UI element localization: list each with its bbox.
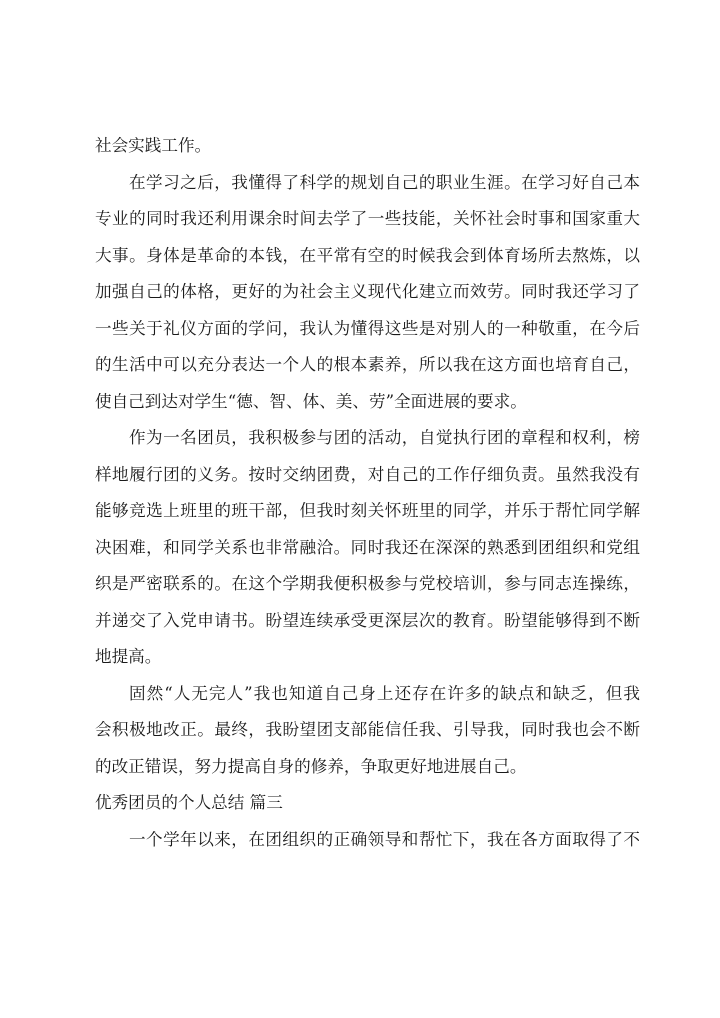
text-line: 使自己到达对学生“德、智、体、美、劳”全面进展的要求。 — [95, 391, 527, 411]
paragraph-section-three-intro — [95, 822, 640, 859]
text-line: 加强自己的体格，更好的为社会主义现代化建立而效劳。同时我还学习了 — [95, 282, 640, 301]
text-line: 大事。身体是革命的本钱，在平常有空的时候我会到体育场所去熬炼，以 — [95, 245, 640, 265]
text-line: 专业的同时我还利用课余时间去学了一些技能，关怀社会时事和国家重大 — [95, 209, 640, 228]
text-line: 社会实践工作。 — [95, 136, 212, 155]
text-line: 决困难，和同学关系也非常融洽。同时我还在深深的熟悉到团组织和党组 — [95, 537, 640, 557]
document-body — [95, 128, 640, 858]
text-line: 样地履行团的义务。按时交纳团费，对自己的工作仔细负责。虽然我没有 — [95, 464, 640, 484]
text-line: 一些关于礼仪方面的学问，我认为懂得这些是对别人的一种敬重，在今后 — [95, 318, 640, 338]
text-line: 地提高。 — [95, 647, 162, 666]
section-heading-text: 优秀团员的个人总结 篇三 — [95, 793, 283, 812]
text-line: 织是严密联系的。在这个学期我便积极参与党校培训，参与同志连操练， — [95, 574, 640, 593]
text-line: 的改正错误，努力提高自身的修养，争取更好地进展自己。 — [95, 756, 527, 776]
text-line: 的生活中可以充分表达一个人的根本素养，所以我在这方面也培育自己， — [95, 355, 640, 374]
paragraph-league-member — [95, 420, 640, 676]
text-line: 在学习之后，我懂得了科学的规划自己的职业生涯。在学习好自己本 — [129, 172, 640, 192]
text-line: 作为一名团员，我积极参与团的活动，自觉执行团的章程和权利，榜 — [129, 428, 640, 447]
section-heading — [95, 785, 640, 822]
paragraph-continuation — [95, 128, 640, 165]
paragraph-shortcomings — [95, 676, 640, 786]
text-line: 会积极地改正。最终，我盼望团支部能信任我、引导我，同时我也会不断 — [95, 720, 640, 739]
text-line: 并递交了入党申请书。盼望连续承受更深层次的教育。盼望能够得到不断 — [95, 610, 640, 630]
text-line: 能够竞选上班里的班干部，但我时刻关怀班里的同学，并乐于帮忙同学解 — [95, 501, 640, 520]
paragraph-study — [95, 165, 640, 421]
text-line: 固然“人无完人”我也知道自己身上还存在许多的缺点和缺乏，但我 — [129, 683, 640, 703]
text-line: 一个学年以来，在团组织的正确领导和帮忙下，我在各方面取得了不 — [129, 829, 640, 849]
